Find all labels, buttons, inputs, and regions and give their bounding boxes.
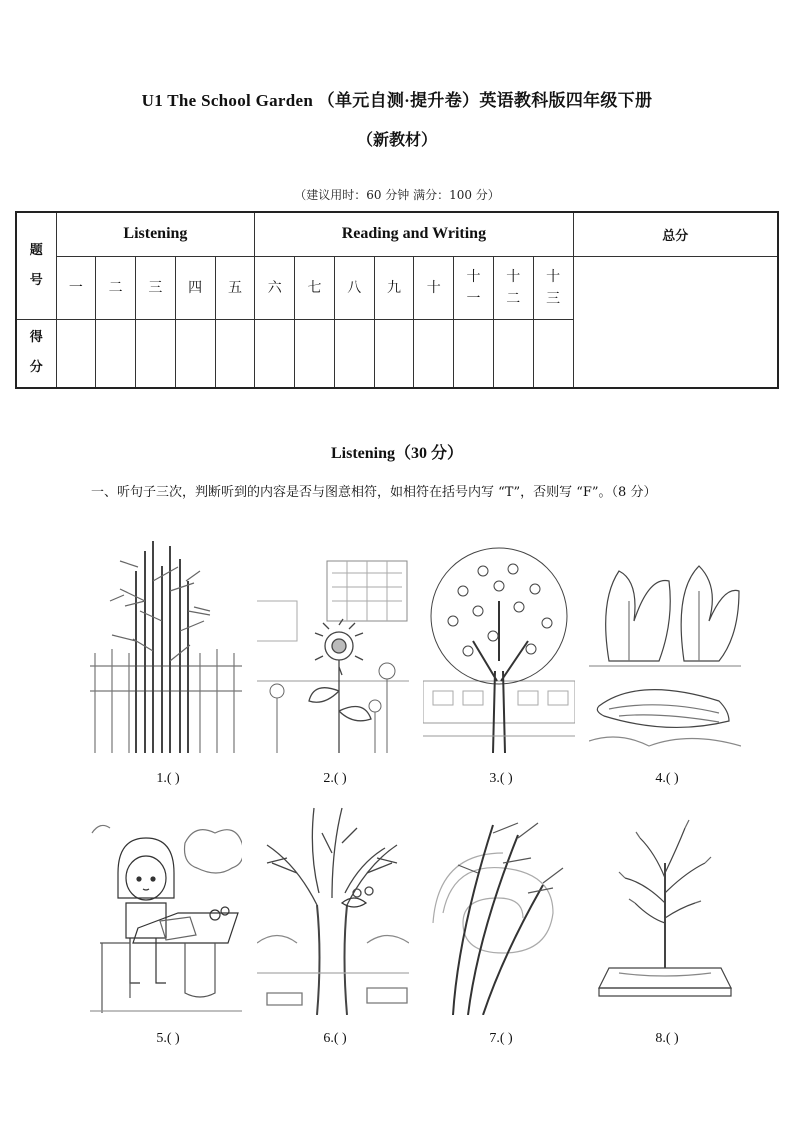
question-number-cell: 十 [414, 256, 454, 319]
question-1-instruction: 一、听句子三次，判断听到的内容是否与图意相符，如相符在括号内写 “T”，否则写 “F”。（8 分） [91, 485, 657, 500]
item-8-label: 8.( ) [655, 1031, 679, 1046]
question-number-cell: 八 [334, 256, 374, 319]
apple-tree-picture [423, 541, 575, 753]
question-number-cell: 六 [255, 256, 295, 319]
time-note: （建议用时：60 分钟 满分：100 分） [294, 188, 500, 202]
score-input-cell[interactable] [136, 319, 176, 388]
bamboo-wind-picture [423, 803, 575, 1015]
question-number-cell: 十 三 [533, 256, 573, 319]
score-input-cell[interactable] [96, 319, 136, 388]
score-input-cell[interactable] [414, 319, 454, 388]
question-number-cell: 十 一 [454, 256, 494, 319]
page-subtitle: （新教材） [356, 130, 437, 149]
score-input-cell[interactable] [175, 319, 215, 388]
item-7-label: 7.( ) [489, 1031, 513, 1046]
score-input-cell[interactable] [215, 319, 255, 388]
item-6-label: 6.( ) [323, 1031, 347, 1046]
score-input-cell[interactable] [454, 319, 494, 388]
question-number-cell: 七 [295, 256, 335, 319]
item-2-label: 2.( ) [323, 771, 347, 786]
total-score-cell[interactable] [573, 256, 778, 388]
girl-drawing-picture [90, 803, 242, 1015]
question-number-cell: 三 [136, 256, 176, 319]
section-listening-header: Listening [56, 212, 255, 256]
score-input-cell[interactable] [295, 319, 335, 388]
question-number-cell: 二 [96, 256, 136, 319]
score-input-cell[interactable] [493, 319, 533, 388]
question-number-cell: 五 [215, 256, 255, 319]
row-label-question-number: 题 号 [16, 212, 56, 319]
score-table [15, 211, 779, 389]
score-input-cell[interactable] [334, 319, 374, 388]
bamboo-fence-picture [90, 541, 242, 753]
young-tree-picture [589, 803, 741, 1015]
page-title: U1 The School Garden （单元自测·提升卷）英语教科版四年级下册 [141, 91, 653, 110]
score-input-cell[interactable] [374, 319, 414, 388]
cabbage-picture [589, 541, 741, 753]
question-number-cell: 一 [56, 256, 96, 319]
item-4-label: 4.( ) [655, 771, 679, 786]
item-1-label: 1.( ) [156, 771, 180, 786]
score-input-cell[interactable] [533, 319, 573, 388]
sunflower-school-picture [257, 541, 409, 753]
item-3-label: 3.( ) [489, 771, 513, 786]
score-input-cell[interactable] [56, 319, 96, 388]
tree-birds-nest-picture [257, 803, 409, 1015]
question-number-cell: 九 [374, 256, 414, 319]
question-number-cell: 十 二 [493, 256, 533, 319]
listening-heading: Listening（30 分） [330, 445, 464, 462]
section-reading-header: Reading and Writing [255, 212, 573, 256]
row-label-score: 得 分 [16, 319, 56, 388]
item-5-label: 5.( ) [156, 1031, 180, 1046]
score-input-cell[interactable] [255, 319, 295, 388]
total-score-header: 总分 [573, 212, 778, 256]
question-number-cell: 四 [175, 256, 215, 319]
